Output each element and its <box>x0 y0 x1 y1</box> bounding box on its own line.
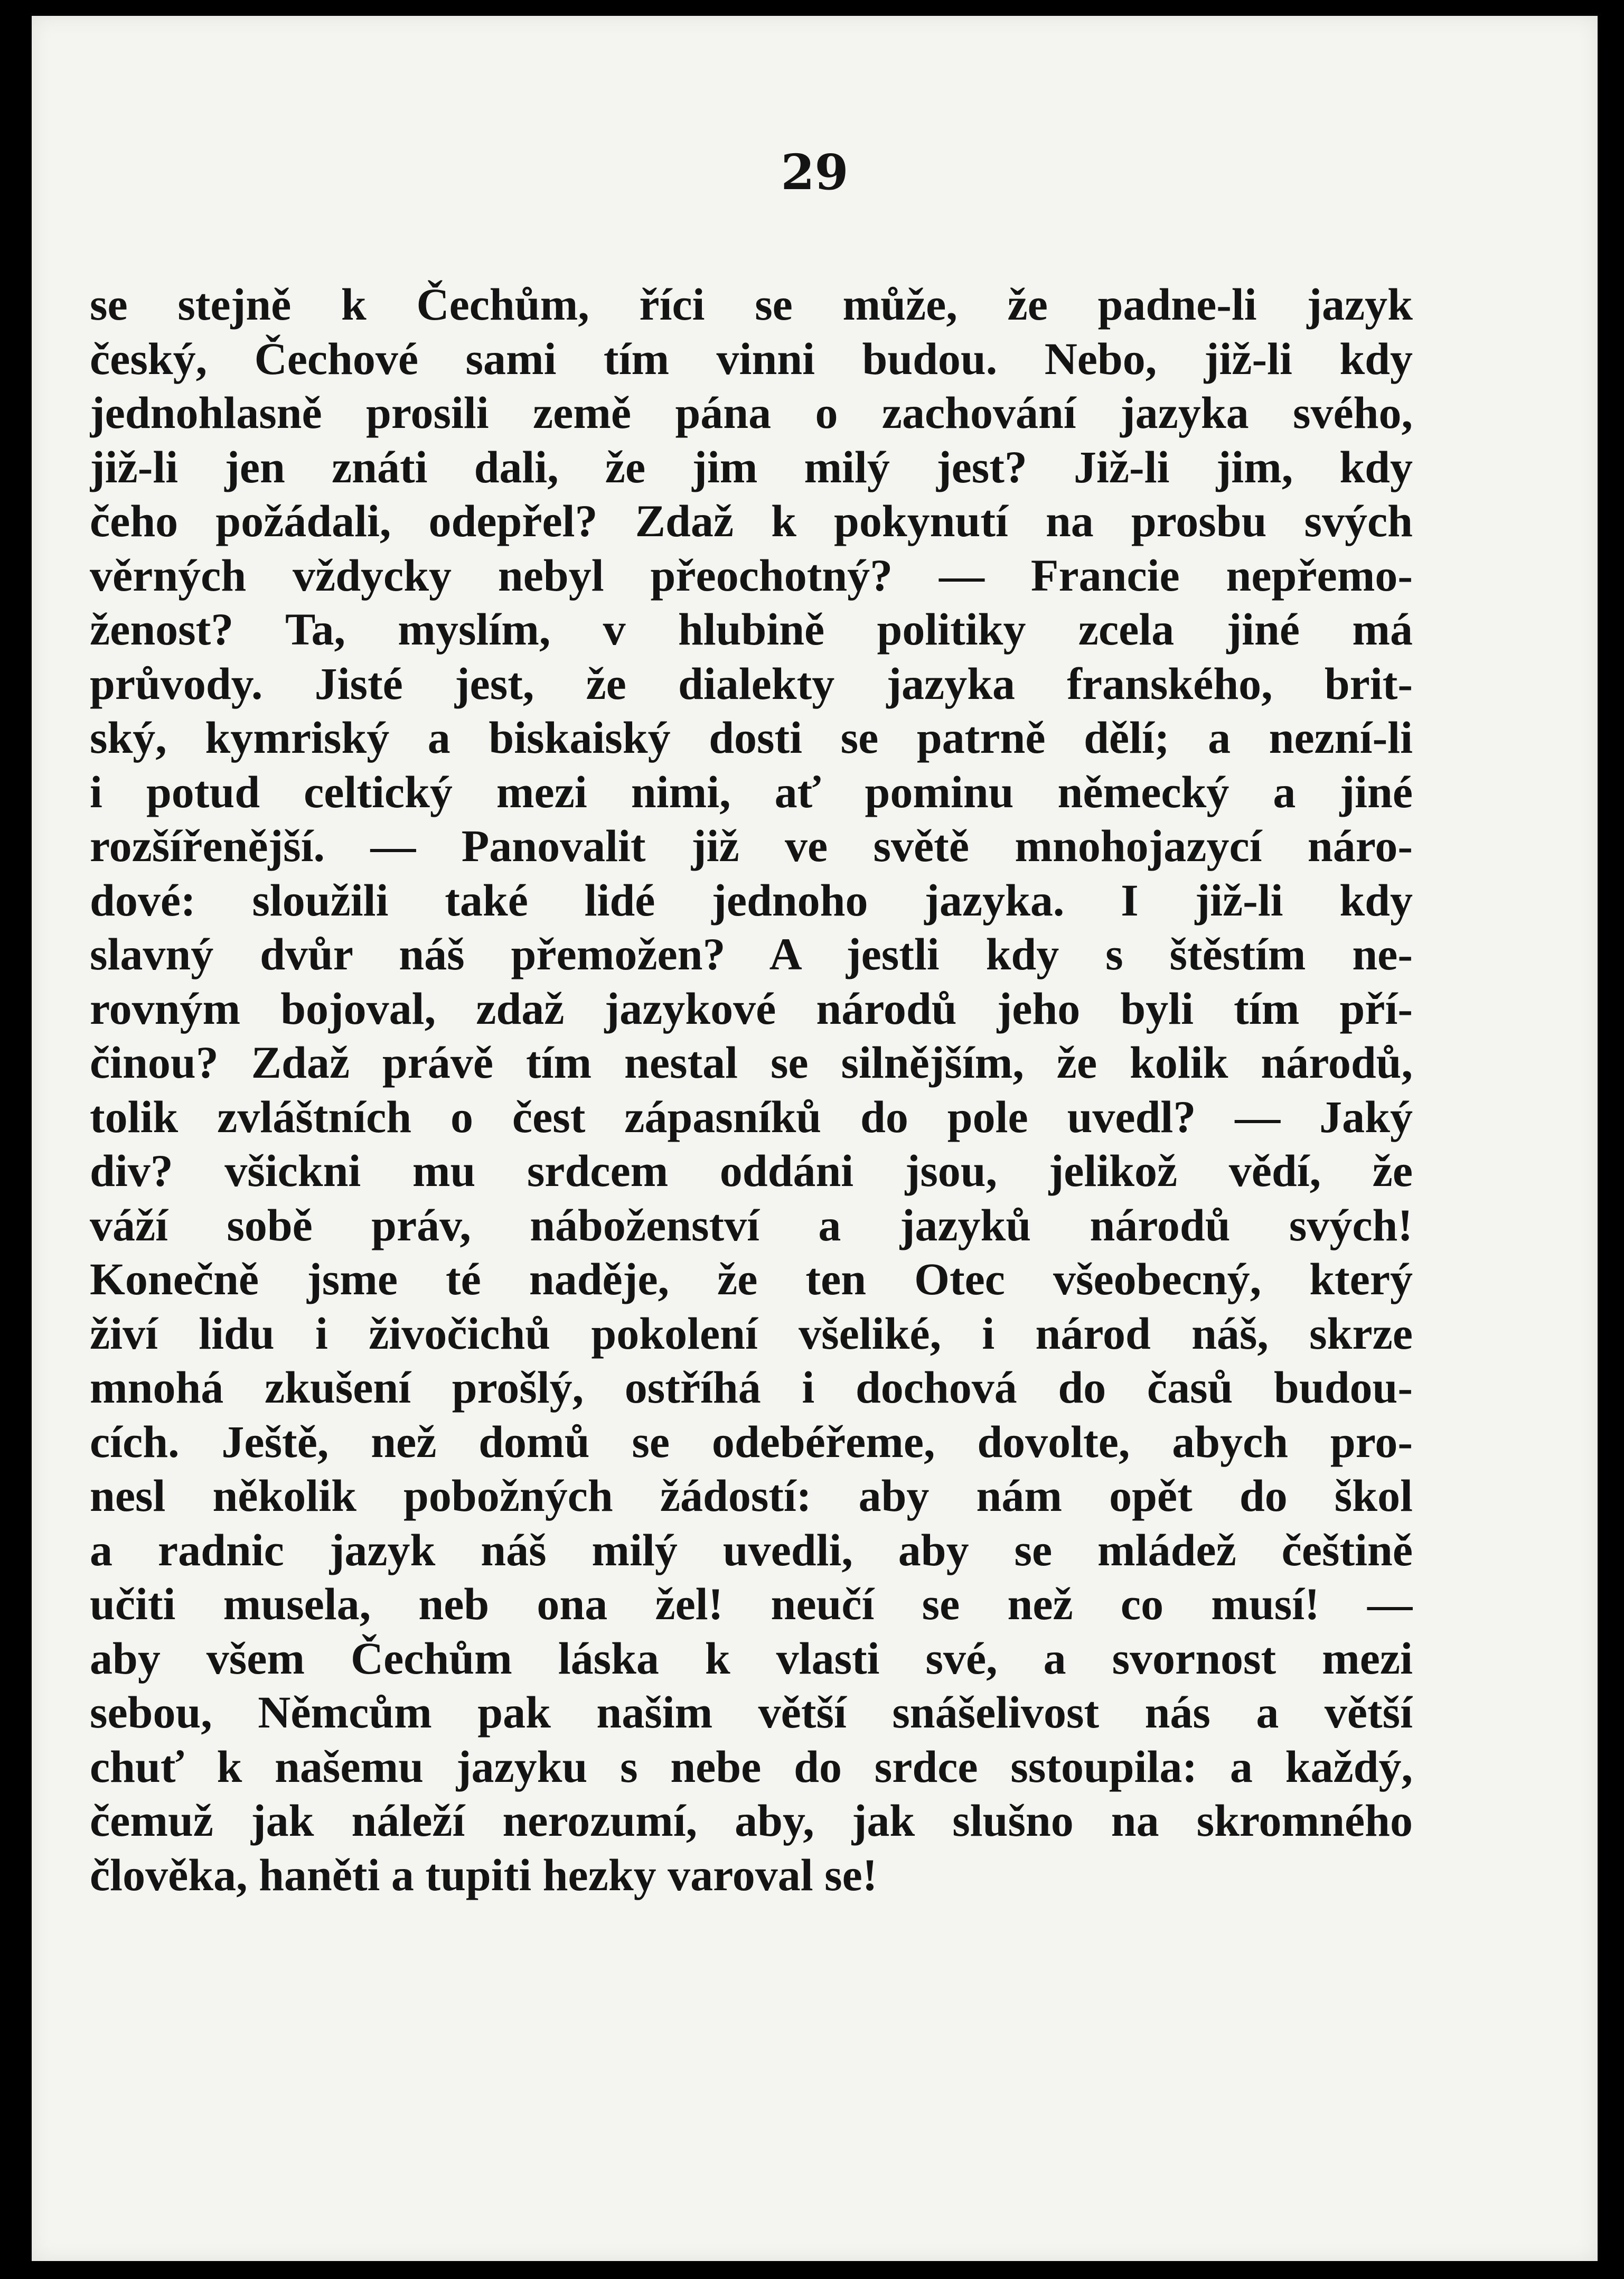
text-line: rozšířenější. — Panovalit již ve světě mnohojazycí náro- <box>90 820 1413 871</box>
text-line: chuť k našemu jazyku s nebe do srdce sstoupila: a každý, <box>90 1741 1413 1792</box>
text-line: již-li jen znáti dali, že jim milý jest? Již-li jim, kdy <box>90 441 1413 492</box>
text-line: slavný dvůr náš přemožen? A jestli kdy s štěstím ne- <box>90 929 1413 979</box>
text-line: čemuž jak náleží nerozumí, aby, jak slušno na skromného <box>90 1795 1413 1846</box>
text-line: rovným bojoval, zdaž jazykové národů jeho byli tím pří- <box>90 983 1413 1034</box>
text-line: živí lidu i živočichů pokolení všeliké, i národ náš, skrze <box>90 1307 1413 1359</box>
text-line: český, Čechové sami tím vinni budou. Nebo, již-li kdy <box>90 333 1413 384</box>
text-line: učiti musela, neb ona žel! neučí se než co musí! — <box>90 1579 1413 1629</box>
text-line: ský, kymriský a biskaiský dosti se patrně dělí; a nezní-li <box>90 712 1413 763</box>
text-line: dové: sloužili také lidé jednoho jazyka. I již-li kdy <box>90 874 1413 926</box>
text-line: nesl několik pobožných žádostí: aby nám opět do škol <box>90 1470 1413 1521</box>
text-line: mnohá zkušení prošlý, ostříhá i dochová do časů budou- <box>90 1362 1413 1413</box>
text-line: ženost? Ta, myslím, v hlubině politiky zcela jiné má <box>90 604 1413 655</box>
book-page <box>32 16 1598 2261</box>
text-line: div? všickni mu srdcem oddáni jsou, jelikož vědí, že <box>90 1145 1413 1196</box>
text-line: člověka, haněti a tupiti hezky varoval se! <box>90 1849 878 1900</box>
text-line: tolik zvláštních o čest zápasníků do pole uvedl? — Jaký <box>90 1091 1413 1142</box>
text-line: Konečně jsme té naděje, že ten Otec všeobecný, který <box>90 1254 1413 1304</box>
text-line: i potud celtický mezi nimi, ať pominu německý a jiné <box>90 766 1413 817</box>
text-line: cích. Ještě, než domů se odebéřeme, dovolte, abych pro- <box>90 1416 1413 1467</box>
text-line: jednohlasně prosili země pána o zachování jazyka svého, <box>90 387 1413 438</box>
text-line: sebou, Němcům pak našim větší snášelivost nás a větší <box>90 1687 1413 1738</box>
text-line: se stejně k Čechům, říci se může, že padne-li jazyk <box>90 279 1413 330</box>
text-line: váží sobě práv, náboženství a jazyků národů svých! <box>90 1199 1413 1250</box>
body-text <box>90 277 1413 1902</box>
text-line: aby všem Čechům láska k vlasti své, a svornost mezi <box>90 1632 1413 1684</box>
text-line: čeho požádali, odepřel? Zdaž k pokynutí na prosbu svých <box>90 496 1413 546</box>
text-line: a radnic jazyk náš milý uvedli, aby se mládež češtině <box>90 1524 1413 1575</box>
text-line: průvody. Jisté jest, že dialekty jazyka franského, brit- <box>90 658 1413 709</box>
text-line: činou? Zdaž právě tím nestal se silnějším, že kolik národů, <box>90 1037 1413 1088</box>
text-line: věrných vždycky nebyl přeochotný? — Francie nepřemo- <box>90 549 1413 601</box>
page-number: 29 <box>781 144 849 201</box>
